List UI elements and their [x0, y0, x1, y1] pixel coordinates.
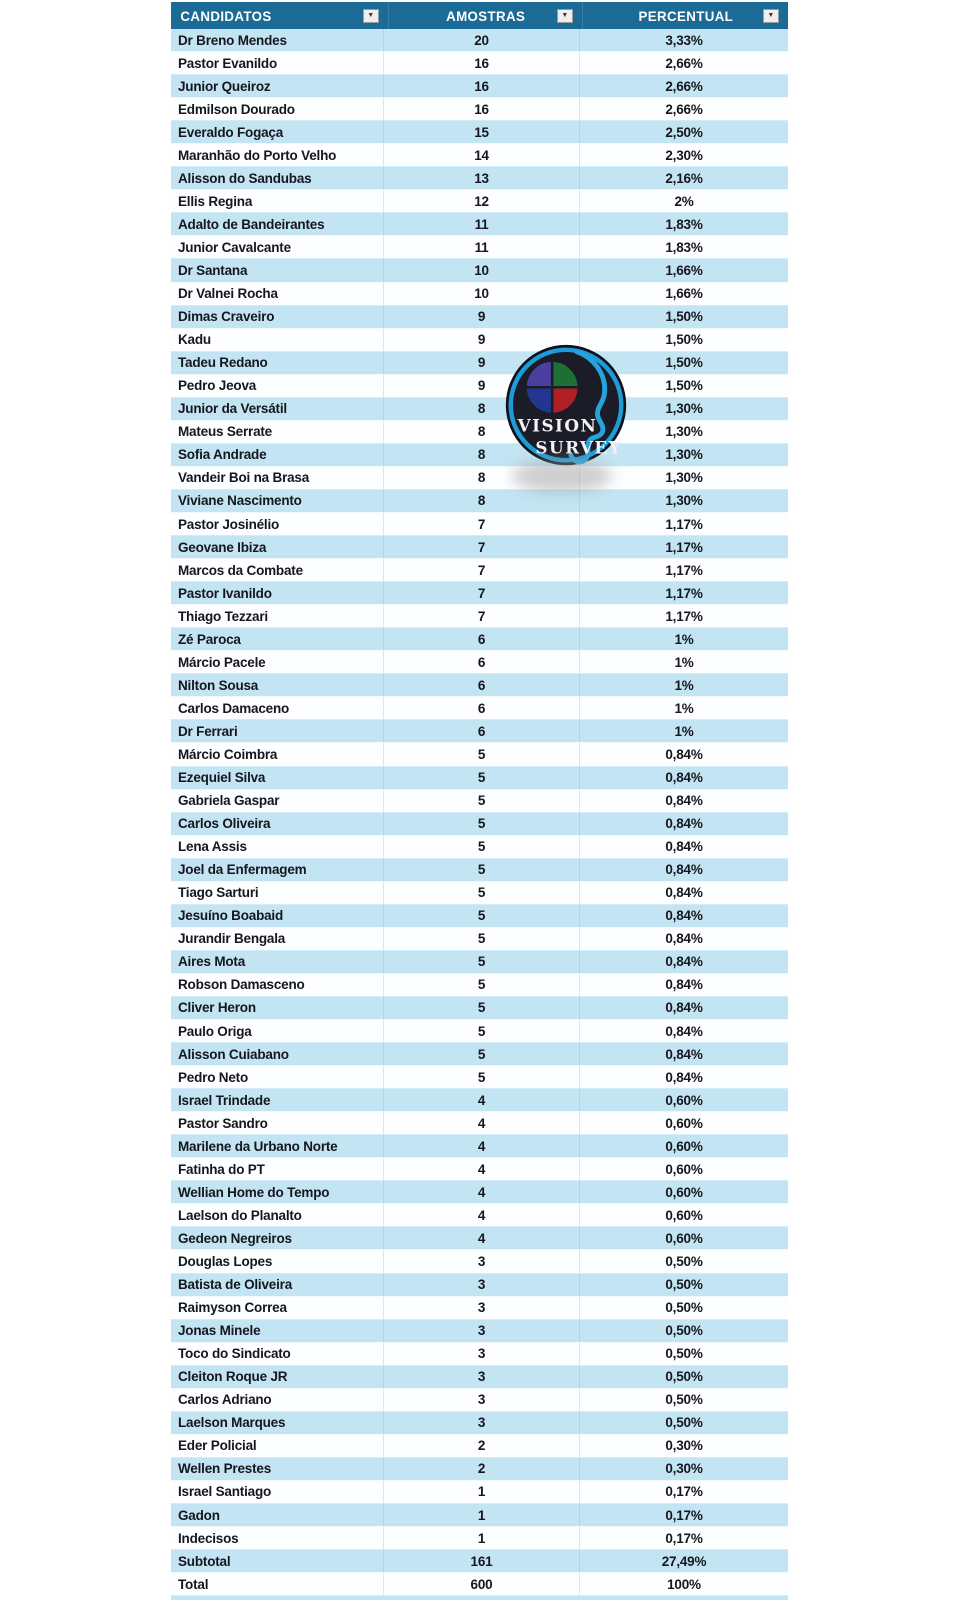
table-row	[171, 98, 788, 121]
table-row	[171, 1504, 788, 1527]
cell-amostras[interactable]: 7	[384, 582, 580, 604]
column-header-percentual	[583, 2, 788, 29]
cell-amostras[interactable]: 5	[384, 928, 580, 950]
cell-candidato[interactable]: Junior da Versátil	[171, 398, 384, 420]
filter-button-candidatos[interactable]	[363, 9, 379, 23]
cell-amostras[interactable]: 12	[384, 190, 580, 212]
cell-amostras[interactable]: 5	[384, 905, 580, 927]
cell-candidato[interactable]: Jonas Minele	[171, 1320, 384, 1342]
table-row	[171, 905, 788, 928]
cell-candidato[interactable]: Wellen Prestes	[171, 1458, 384, 1480]
cell-percentual[interactable]: 2,66%	[665, 101, 703, 117]
cell-candidato[interactable]: Alisson Cuiabano	[171, 1043, 384, 1065]
cell-amostras[interactable]: 2	[384, 1435, 580, 1457]
cell-amostras[interactable]: 9	[384, 352, 580, 374]
cell-percentual[interactable]: 0,60%	[665, 1092, 703, 1108]
cell-amostras[interactable]: 10	[384, 283, 580, 305]
cell-percentual[interactable]: 0,60%	[665, 1161, 703, 1177]
cell-percentual[interactable]: 0,50%	[665, 1415, 703, 1431]
cell-percentual[interactable]: 1,17%	[665, 608, 703, 624]
cell-percentual[interactable]: 0,50%	[665, 1392, 703, 1408]
cell-amostras[interactable]: 16	[384, 75, 580, 97]
table-row	[171, 421, 788, 444]
cell-amostras[interactable]: 7	[384, 605, 580, 627]
cell-candidato[interactable]: Pastor Josinélio	[171, 513, 384, 535]
cell-amostras[interactable]: 20	[384, 29, 580, 51]
cell-percentual[interactable]: 1,30%	[665, 470, 703, 486]
table-row	[171, 1527, 788, 1550]
cell-percentual[interactable]: 1,30%	[665, 401, 703, 417]
cell-amostras[interactable]: 5	[384, 813, 580, 835]
cell-candidato[interactable]: Cliver Heron	[171, 997, 384, 1019]
cell-candidato[interactable]: Jurandir Bengala	[171, 928, 384, 950]
cell-candidato[interactable]: Lena Assis	[171, 836, 384, 858]
cell-amostras[interactable]: 5	[384, 1020, 580, 1042]
cell-percentual[interactable]: 0,84%	[665, 931, 703, 947]
table-row	[171, 1227, 788, 1250]
table-body	[171, 29, 788, 1596]
table-row	[171, 813, 788, 836]
cell-amostras[interactable]: 6	[384, 628, 580, 650]
table-row	[171, 1250, 788, 1273]
cell-percentual[interactable]: 0,84%	[665, 1069, 703, 1085]
cell-amostras[interactable]: 8	[384, 444, 580, 466]
cell-amostras[interactable]: 4	[384, 1135, 580, 1157]
table-row	[171, 329, 788, 352]
cell-percentual[interactable]: 1,17%	[665, 562, 703, 578]
cell-percentual[interactable]: 0,30%	[665, 1438, 703, 1454]
cell-amostras[interactable]: 8	[384, 490, 580, 512]
cell-amostras[interactable]: 16	[384, 52, 580, 74]
cell-percentual[interactable]: 0,60%	[665, 1184, 703, 1200]
table-row	[171, 1204, 788, 1227]
cell-candidato[interactable]: Pastor Ivanildo	[171, 582, 384, 604]
cell-amostras[interactable]: 3	[384, 1412, 580, 1434]
cell-candidato[interactable]: Mateus Serrate	[171, 421, 384, 443]
cell-candidato[interactable]: Junior Queiroz	[171, 75, 384, 97]
cell-candidato[interactable]: Vandeir Boi na Brasa	[171, 467, 384, 489]
table-row	[171, 536, 788, 559]
cell-candidato[interactable]: Dr Valnei Rocha	[171, 283, 384, 305]
cell-amostras[interactable]: 4	[384, 1227, 580, 1249]
cell-amostras[interactable]: 6	[384, 720, 580, 742]
cell-candidato[interactable]: Pedro Jeova	[171, 375, 384, 397]
table-row	[171, 375, 788, 398]
cell-amostras[interactable]: 1	[384, 1527, 580, 1549]
table-row	[171, 697, 788, 720]
cell-candidato[interactable]: Gabriela Gaspar	[171, 790, 384, 812]
table-row	[171, 1458, 788, 1481]
cell-percentual[interactable]: 0,17%	[665, 1507, 703, 1523]
cell-candidato[interactable]: Batista de Oliveira	[171, 1274, 384, 1296]
cell-amostras[interactable]: 3	[384, 1320, 580, 1342]
cell-percentual[interactable]: 0,50%	[665, 1254, 703, 1269]
cell-candidato[interactable]: Israel Trindade	[171, 1089, 384, 1111]
column-header-candidatos-label: CANDIDATOS	[180, 7, 272, 24]
table-row	[171, 559, 788, 582]
cell-amostras[interactable]: 3	[384, 1274, 580, 1296]
table-row	[171, 490, 788, 513]
table-row	[171, 836, 788, 859]
cell-candidato[interactable]: Eder Policial	[171, 1435, 384, 1457]
cell-percentual[interactable]: 0,50%	[665, 1277, 703, 1293]
cell-candidato[interactable]: Raimyson Correa	[171, 1297, 384, 1319]
cell-amostras[interactable]: 5	[384, 767, 580, 789]
cell-percentual[interactable]: 2,16%	[665, 170, 703, 186]
cell-candidato[interactable]: Pedro Neto	[171, 1066, 384, 1088]
table-row-subtotal	[171, 1550, 788, 1573]
column-header-percentual-label: PERCENTUAL	[638, 7, 733, 24]
cell-candidato[interactable]: Dr Ferrari	[171, 720, 384, 742]
table-row	[171, 398, 788, 421]
cell-candidato[interactable]: Maranhão do Porto Velho	[171, 144, 384, 166]
cell-candidato[interactable]: Geovane Ibiza	[171, 536, 384, 558]
cell-percentual[interactable]: 0,50%	[665, 1369, 703, 1385]
cell-candidato[interactable]: Marilene da Urbano Norte	[171, 1135, 384, 1157]
cell-amostras[interactable]: 6	[384, 651, 580, 673]
cell-percentual[interactable]: 0,60%	[665, 1207, 703, 1223]
cell-candidato[interactable]: Kadu	[171, 329, 384, 351]
cell-candidato[interactable]: Robson Damasceno	[171, 974, 384, 996]
cell-percentual[interactable]: 0,84%	[665, 977, 703, 993]
cell-candidato[interactable]: Indecisos	[171, 1527, 384, 1549]
cell-amostras[interactable]: 2	[384, 1458, 580, 1480]
table-row	[171, 236, 788, 259]
table-row	[171, 605, 788, 628]
table-row	[171, 1020, 788, 1043]
cell-percentual[interactable]: 1,30%	[665, 493, 703, 509]
cell-amostras[interactable]: 5	[384, 859, 580, 881]
cell-amostras[interactable]: 4	[384, 1112, 580, 1134]
cell-percentual[interactable]: 0,84%	[665, 908, 703, 924]
cell-percentual[interactable]: 0,60%	[665, 1138, 703, 1154]
cell-candidato[interactable]: Subtotal	[171, 1550, 384, 1572]
cell-amostras[interactable]: 10	[384, 259, 580, 281]
cell-candidato[interactable]: Total	[171, 1573, 384, 1595]
table-row	[171, 259, 788, 282]
cell-candidato[interactable]: Ezequiel Silva	[171, 767, 384, 789]
table-row	[171, 283, 788, 306]
cell-candidato[interactable]: Joel da Enfermagem	[171, 859, 384, 881]
cell-candidato[interactable]: Viviane Nascimento	[171, 490, 384, 512]
cell-percentual[interactable]: 0,84%	[665, 746, 703, 762]
table-row	[171, 743, 788, 766]
cell-percentual[interactable]: 0,84%	[665, 770, 703, 786]
cell-amostras[interactable]: 5	[384, 974, 580, 996]
cell-candidato[interactable]: Gedeon Negreiros	[171, 1227, 384, 1249]
cell-percentual[interactable]: 0,50%	[665, 1323, 703, 1339]
cell-candidato[interactable]: Adalto de Bandeirantes	[171, 213, 384, 235]
cell-candidato[interactable]: Ellis Regina	[171, 190, 384, 212]
table-row	[171, 1181, 788, 1204]
cell-percentual[interactable]: 2,50%	[665, 124, 703, 140]
cell-percentual[interactable]: 1,17%	[665, 585, 703, 601]
cell-candidato[interactable]: Dr Breno Mendes	[171, 29, 384, 51]
cell-candidato[interactable]: Márcio Coimbra	[171, 743, 384, 765]
cell-candidato[interactable]: Junior Cavalcante	[171, 236, 384, 258]
cell-candidato[interactable]: Paulo Origa	[171, 1020, 384, 1042]
cell-candidato[interactable]: Jesuíno Boabaid	[171, 905, 384, 927]
table-row	[171, 513, 788, 536]
cell-candidato[interactable]: Carlos Oliveira	[171, 813, 384, 835]
partial-next-row	[171, 1596, 788, 1600]
cell-candidato[interactable]: Israel Santiago	[171, 1481, 384, 1503]
cell-candidato[interactable]: Dr Santana	[171, 259, 384, 281]
blurred-watermark-smudge	[512, 460, 612, 492]
cell-amostras[interactable]: 3	[384, 1250, 580, 1272]
table-row	[171, 75, 788, 98]
table-row	[171, 1089, 788, 1112]
cell-percentual[interactable]: 0,84%	[665, 954, 703, 970]
cell-percentual[interactable]: 0,60%	[665, 1115, 703, 1131]
cell-percentual[interactable]: 2,66%	[665, 78, 703, 94]
cell-percentual[interactable]: 1,17%	[665, 516, 703, 532]
cell-percentual[interactable]: 0,84%	[665, 1023, 703, 1039]
cell-candidato[interactable]: Gadon	[171, 1504, 384, 1526]
cell-percentual[interactable]: 0,84%	[665, 1046, 703, 1062]
cell-percentual[interactable]: 0,84%	[665, 862, 703, 878]
cell-amostras[interactable]: 3	[384, 1389, 580, 1411]
cell-amostras[interactable]: 8	[384, 421, 580, 443]
cell-amostras[interactable]: 1	[384, 1504, 580, 1526]
cell-amostras[interactable]: 5	[384, 790, 580, 812]
cell-candidato[interactable]: Tiago Sarturi	[171, 882, 384, 904]
filter-button-percentual[interactable]	[763, 9, 779, 23]
cell-percentual[interactable]: 2%	[674, 193, 694, 209]
cell-amostras[interactable]: 7	[384, 536, 580, 558]
cell-amostras[interactable]: 5	[384, 997, 580, 1019]
cell-candidato[interactable]: Tadeu Redano	[171, 352, 384, 374]
table-row	[171, 1343, 788, 1366]
cell-percentual[interactable]: 100%	[667, 1576, 701, 1592]
cell-amostras[interactable]: 11	[384, 213, 580, 235]
cell-amostras[interactable]: 5	[384, 1066, 580, 1088]
cell-percentual[interactable]: 1%	[674, 677, 694, 693]
cell-amostras[interactable]: 9	[384, 329, 580, 351]
cell-amostras[interactable]: 3	[384, 1297, 580, 1319]
table-row	[171, 859, 788, 882]
logo-text-survey: SURVEY	[535, 437, 623, 458]
cell-percentual[interactable]: 0,17%	[665, 1530, 703, 1546]
cell-percentual[interactable]: 0,50%	[665, 1300, 703, 1316]
cell-candidato[interactable]: Nilton Sousa	[171, 674, 384, 696]
cell-amostras[interactable]: 5	[384, 951, 580, 973]
cell-candidato[interactable]: Pastor Sandro	[171, 1112, 384, 1134]
table-row	[171, 1435, 788, 1458]
table-row	[171, 1112, 788, 1135]
cell-amostras[interactable]: 1	[384, 1481, 580, 1503]
cell-amostras[interactable]: 5	[384, 882, 580, 904]
cell-amostras[interactable]: 9	[384, 375, 580, 397]
cell-percentual[interactable]: 1%	[674, 654, 694, 670]
cell-candidato[interactable]: Zé Paroca	[171, 628, 384, 650]
cell-amostras[interactable]: 9	[384, 306, 580, 328]
table-row-total	[171, 1573, 788, 1596]
table-row	[171, 190, 788, 213]
cell-candidato[interactable]: Edmilson Dourado	[171, 98, 384, 120]
cell-candidato[interactable]: Alisson do Sandubas	[171, 167, 384, 189]
table-row	[171, 974, 788, 997]
cell-percentual[interactable]: 0,30%	[665, 1461, 703, 1477]
table-row	[171, 1066, 788, 1089]
cell-amostras[interactable]: 5	[384, 1043, 580, 1065]
cell-amostras[interactable]: 4	[384, 1204, 580, 1226]
cell-candidato[interactable]: Márcio Pacele	[171, 651, 384, 673]
cell-percentual[interactable]: 3,33%	[665, 32, 703, 48]
cell-percentual[interactable]: 0,60%	[665, 1230, 703, 1246]
table-row	[171, 167, 788, 190]
cell-candidato[interactable]: Thiago Tezzari	[171, 605, 384, 627]
filter-dropdown-icon: ▼	[767, 12, 775, 19]
cell-percentual[interactable]: 1,83%	[665, 239, 703, 255]
table-row	[171, 674, 788, 697]
table-row	[171, 997, 788, 1020]
cell-amostras[interactable]: 5	[384, 743, 580, 765]
cell-candidato[interactable]: Fatinha do PT	[171, 1158, 384, 1180]
cell-amostras[interactable]: 6	[384, 674, 580, 696]
cell-percentual[interactable]: 0,84%	[665, 793, 703, 809]
cell-amostras[interactable]: 15	[384, 121, 580, 143]
table-row	[171, 767, 788, 790]
cell-amostras[interactable]: 4	[384, 1158, 580, 1180]
cell-amostras[interactable]: 7	[384, 513, 580, 535]
cell-percentual[interactable]: 0,84%	[665, 839, 703, 855]
cell-amostras[interactable]: 8	[384, 398, 580, 420]
table-row	[171, 1481, 788, 1504]
cell-candidato[interactable]: Wellian Home do Tempo	[171, 1181, 384, 1203]
cell-percentual[interactable]: 1,66%	[665, 262, 703, 278]
table-row	[171, 444, 788, 467]
cell-percentual[interactable]: 1%	[674, 631, 694, 647]
table-row	[171, 882, 788, 905]
table-row	[171, 1135, 788, 1158]
cell-candidato[interactable]: Everaldo Fogaça	[171, 121, 384, 143]
cell-amostras[interactable]: 7	[384, 559, 580, 581]
cell-candidato[interactable]: Toco do Sindicato	[171, 1343, 384, 1365]
cell-percentual[interactable]: 1%	[674, 723, 694, 739]
cell-amostras[interactable]: 16	[384, 98, 580, 120]
cell-percentual[interactable]: 0,50%	[665, 1346, 703, 1362]
column-header-amostras	[389, 2, 583, 29]
cell-candidato[interactable]: Cleiton Roque JR	[171, 1366, 384, 1388]
cell-candidato[interactable]: Douglas Lopes	[171, 1250, 384, 1272]
cell-percentual[interactable]: 1,50%	[665, 332, 703, 348]
table-row	[171, 213, 788, 236]
table-row	[171, 1412, 788, 1435]
cell-candidato[interactable]: Carlos Damaceno	[171, 697, 384, 719]
table-header-row	[171, 2, 788, 29]
cell-amostras[interactable]: 14	[384, 144, 580, 166]
table-row	[171, 52, 788, 75]
cell-candidato[interactable]: Pastor Evanildo	[171, 52, 384, 74]
cell-percentual[interactable]: 1,30%	[665, 447, 703, 463]
table-row	[171, 790, 788, 813]
cell-percentual[interactable]: 1,30%	[665, 424, 703, 440]
table-row	[171, 29, 788, 52]
table-row	[171, 582, 788, 605]
cell-amostras[interactable]: 13	[384, 167, 580, 189]
cell-percentual[interactable]: 1,50%	[665, 378, 703, 394]
filter-dropdown-icon: ▼	[561, 12, 569, 19]
table-row	[171, 1320, 788, 1343]
cell-candidato[interactable]: Laelson Marques	[171, 1412, 384, 1434]
column-header-candidatos	[171, 2, 389, 29]
cell-amostras[interactable]: 6	[384, 697, 580, 719]
cell-candidato[interactable]: Dimas Craveiro	[171, 306, 384, 328]
table-row	[171, 1158, 788, 1181]
cell-amostras[interactable]: 3	[384, 1366, 580, 1388]
cell-percentual[interactable]: 2,66%	[665, 55, 703, 71]
brain-pie-chart-icon	[526, 361, 579, 414]
cell-amostras[interactable]: 161	[384, 1550, 580, 1572]
cell-percentual[interactable]: 0,17%	[665, 1484, 703, 1500]
table-row	[171, 720, 788, 743]
cell-percentual[interactable]: 1%	[674, 700, 694, 716]
cell-amostras[interactable]: 11	[384, 236, 580, 258]
cell-percentual[interactable]: 27,49%	[661, 1553, 707, 1569]
cell-candidato[interactable]: Marcos da Combate	[171, 559, 384, 581]
cell-percentual[interactable]: 1,66%	[665, 286, 703, 302]
cell-percentual[interactable]: 1,50%	[665, 309, 703, 325]
table-row	[171, 1274, 788, 1297]
table-row	[171, 1043, 788, 1066]
table-row	[171, 628, 788, 651]
cell-percentual[interactable]: 2,30%	[665, 147, 703, 163]
cell-percentual[interactable]: 1,17%	[665, 539, 703, 555]
cell-percentual[interactable]: 0,84%	[665, 885, 703, 901]
table-row	[171, 144, 788, 167]
table-row	[171, 352, 788, 375]
cell-percentual[interactable]: 0,84%	[665, 816, 703, 832]
cell-percentual[interactable]: 1,83%	[665, 216, 703, 232]
cell-candidato[interactable]: Aires Mota	[171, 951, 384, 973]
cell-amostras[interactable]: 3	[384, 1343, 580, 1365]
cell-candidato[interactable]: Sofia Andrade	[171, 444, 384, 466]
table-row	[171, 467, 788, 490]
cell-percentual[interactable]: 0,84%	[665, 1000, 703, 1016]
cell-amostras[interactable]: 8	[384, 467, 580, 489]
table-row	[171, 1297, 788, 1320]
cell-amostras[interactable]: 4	[384, 1089, 580, 1111]
logo-text-vision: VISION	[517, 415, 598, 436]
cell-amostras[interactable]: 5	[384, 836, 580, 858]
poll-results-table	[171, 2, 788, 1600]
cell-candidato[interactable]: Laelson do Planalto	[171, 1204, 384, 1226]
table-row	[171, 121, 788, 144]
table-row	[171, 928, 788, 951]
table-row	[171, 1389, 788, 1412]
table-row	[171, 306, 788, 329]
filter-dropdown-icon: ▼	[367, 12, 375, 19]
cell-candidato[interactable]: Carlos Adriano	[171, 1389, 384, 1411]
cell-percentual[interactable]: 1,50%	[665, 355, 703, 371]
table-row	[171, 651, 788, 674]
cell-amostras[interactable]: 600	[384, 1573, 580, 1595]
filter-button-amostras[interactable]	[557, 9, 573, 23]
table-row	[171, 951, 788, 974]
column-header-amostras-label: AMOSTRAS	[445, 7, 526, 24]
table-row	[171, 1366, 788, 1389]
cell-amostras[interactable]: 4	[384, 1181, 580, 1203]
